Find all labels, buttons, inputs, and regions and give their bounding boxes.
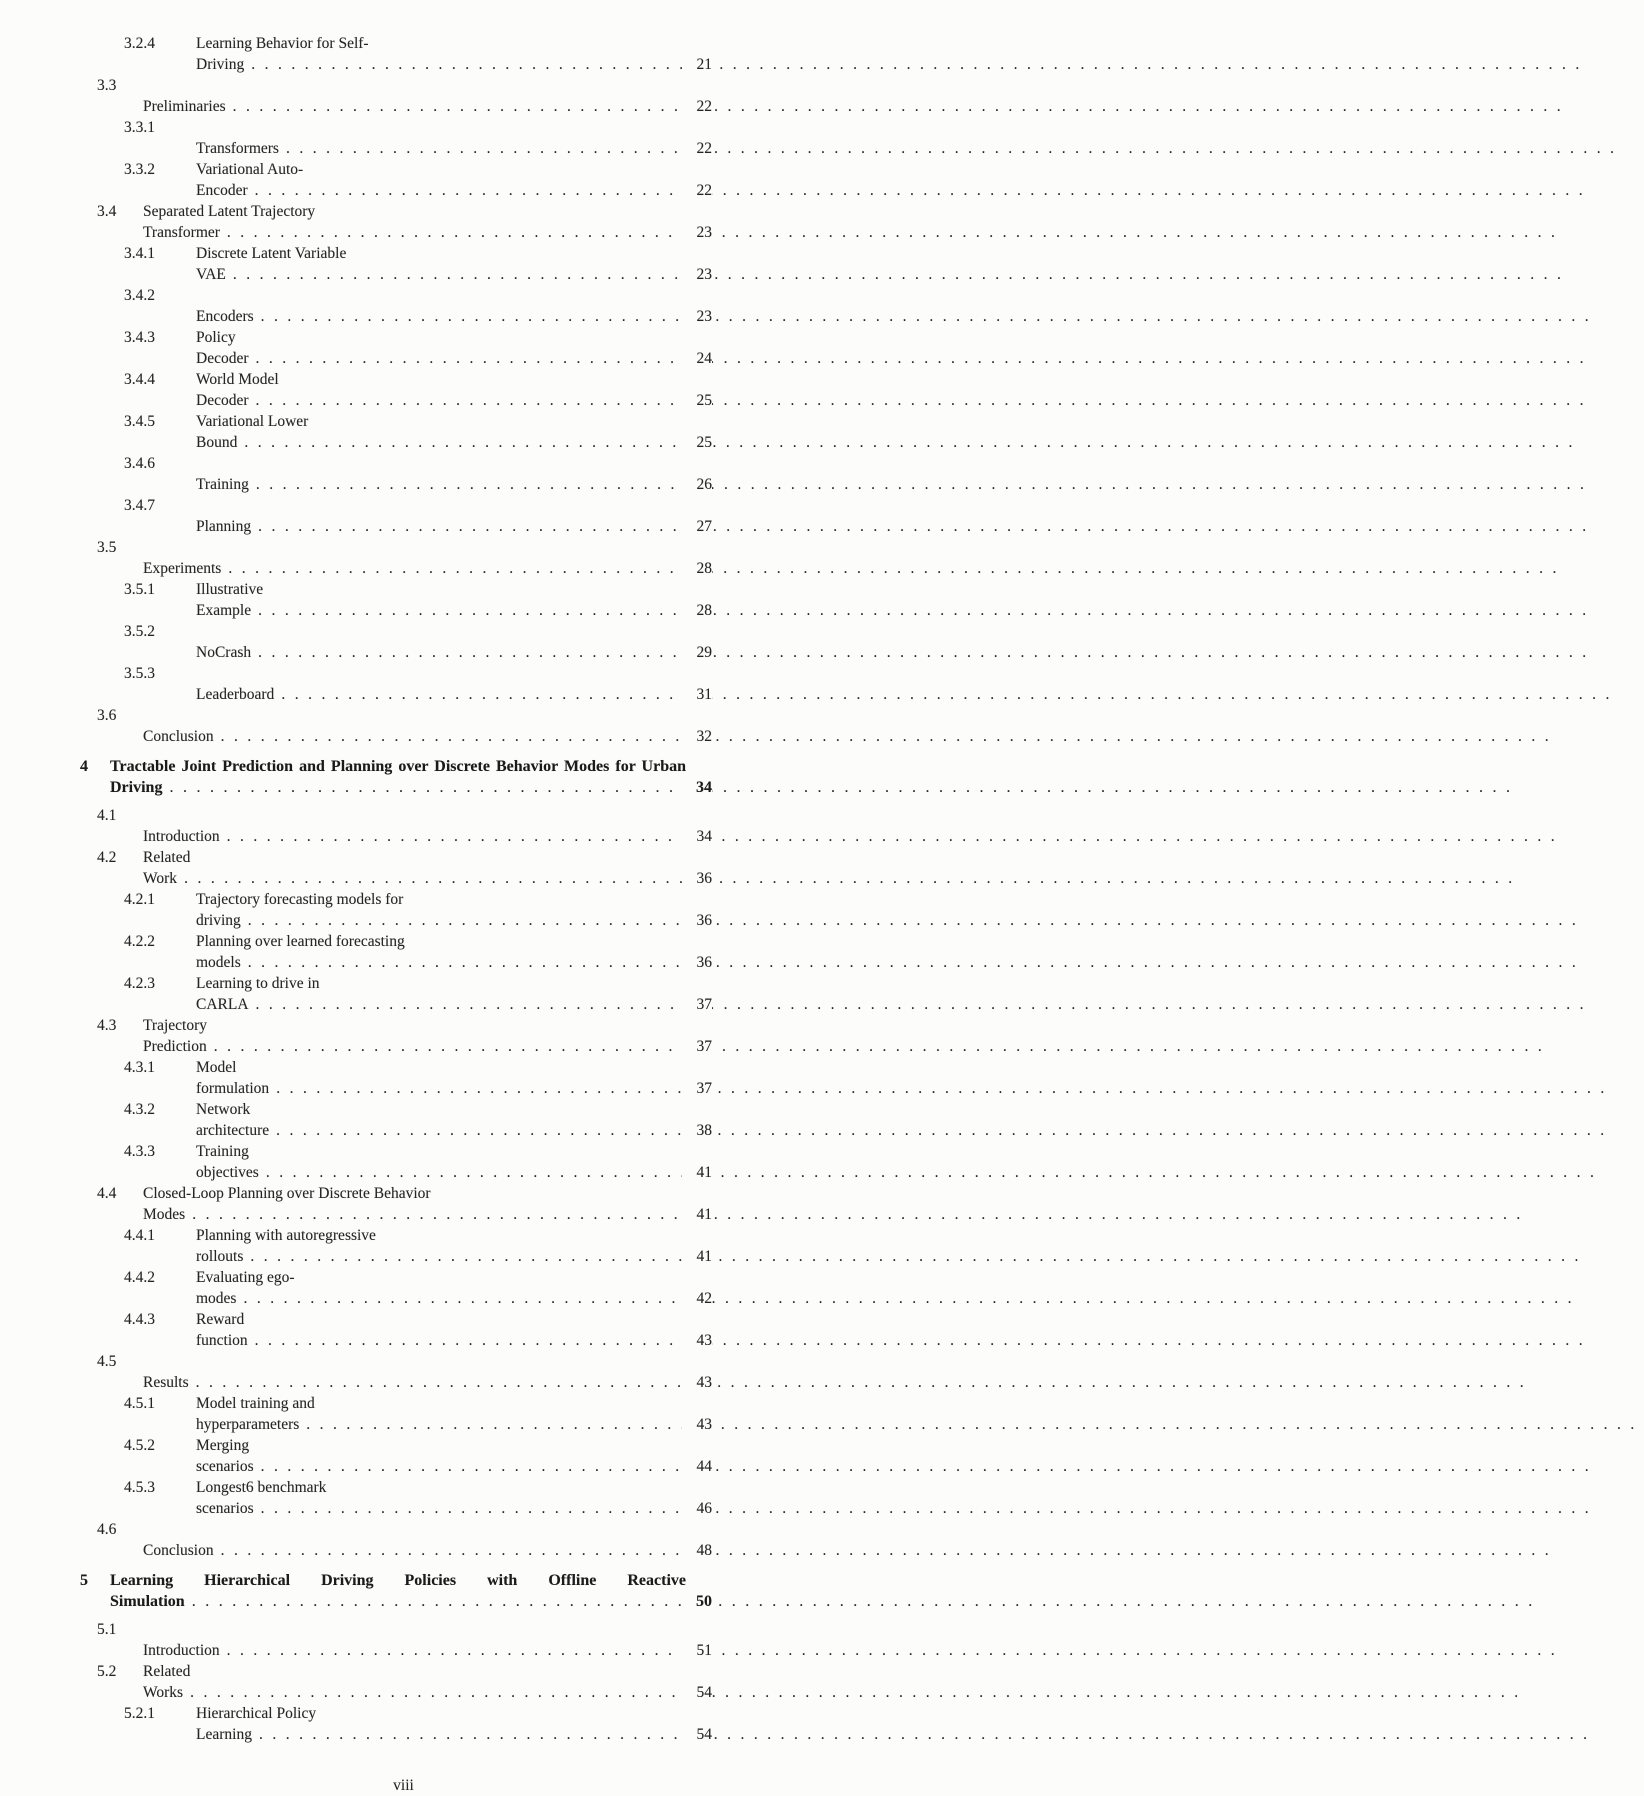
toc-entry-title: Planning xyxy=(196,518,252,535)
toc-entry-page: 28 xyxy=(682,600,712,621)
toc-entry-page: 36 xyxy=(682,868,712,889)
toc-entry-number: 5.2 xyxy=(97,1663,117,1680)
toc-entry-page: 26 xyxy=(682,474,712,495)
toc-entry-number: 4.6 xyxy=(97,1521,117,1538)
toc-entry-page: 43 xyxy=(682,1414,712,1435)
toc-entry xyxy=(95,663,712,705)
toc-entry-number: 4.4.3 xyxy=(124,1311,155,1328)
dot-leader xyxy=(254,308,1599,325)
toc-entry xyxy=(95,889,712,931)
dot-leader xyxy=(244,56,1589,73)
toc-entry-title: Planning with autoregressive rollouts xyxy=(196,1227,376,1265)
dot-leader xyxy=(241,954,1586,971)
toc-entry-number: 3.5.3 xyxy=(124,665,155,682)
toc-entry-number: 4.2.3 xyxy=(124,975,155,992)
toc-entry-title: Encoders xyxy=(196,308,254,325)
toc-entry-title: Planning over learned forecasting models xyxy=(196,933,405,971)
dot-leader xyxy=(251,602,1596,619)
dot-leader xyxy=(162,779,1519,796)
toc-entry xyxy=(95,847,712,889)
toc-entry-number: 4.3 xyxy=(97,1017,117,1034)
toc-entry-number: 3.3 xyxy=(97,77,117,94)
dot-leader xyxy=(226,266,1571,283)
toc-entry-title: Related Work xyxy=(143,849,191,887)
toc-entry-title: Experiments xyxy=(143,560,222,577)
toc-entry xyxy=(95,1435,712,1477)
toc-entry-page: 34 xyxy=(682,777,712,798)
toc-entry xyxy=(95,805,712,847)
toc-entry-number: 4.2.2 xyxy=(124,933,155,950)
toc-entry-page: 25 xyxy=(682,432,712,453)
toc-entry-number: 3.5.1 xyxy=(124,581,155,598)
toc-entry-page: 38 xyxy=(682,1120,712,1141)
toc-entry-title: Model training and hyperparameters xyxy=(196,1395,315,1433)
toc-entry-number: 3.4.6 xyxy=(124,455,155,472)
toc-entry-title: Conclusion xyxy=(143,1542,214,1559)
toc-entry-title: Illustrative Example xyxy=(196,581,264,619)
toc-entry-title: Introduction xyxy=(143,1642,220,1659)
toc-entry-title: Leaderboard xyxy=(196,686,275,703)
toc-entry xyxy=(95,579,712,621)
toc-entry-number: 3.4.1 xyxy=(124,245,155,262)
toc-entry-title: Training xyxy=(196,476,249,493)
dot-leader xyxy=(220,224,1565,241)
toc-entry-title: Variational Lower Bound xyxy=(196,413,309,451)
toc-entry-title: Introduction xyxy=(143,828,220,845)
page-footer xyxy=(95,1775,712,1796)
toc-entry-number: 3.3.1 xyxy=(124,119,155,136)
toc-entry-page: 44 xyxy=(682,1456,712,1477)
toc-entry-title: Evaluating ego-modes xyxy=(196,1269,295,1307)
toc-entry-page: 23 xyxy=(682,306,712,327)
toc-entry-title: Learning Behavior for Self-Driving xyxy=(196,35,369,73)
toc-entry-page: 43 xyxy=(682,1330,712,1351)
dot-leader xyxy=(214,728,1559,745)
toc-entry xyxy=(80,1570,712,1612)
toc-entry-page: 41 xyxy=(682,1162,712,1183)
toc-entry xyxy=(95,973,712,1015)
toc-entry-page: 37 xyxy=(682,994,712,1015)
toc-entry-page: 43 xyxy=(682,1372,712,1393)
dot-leader xyxy=(249,350,1594,367)
toc-entry xyxy=(95,1267,712,1309)
toc-entry-number: 5.1 xyxy=(97,1621,117,1638)
dot-leader xyxy=(251,644,1596,661)
toc-entry-number: 4.3.1 xyxy=(124,1059,155,1076)
toc-entry-title: Closed-Loop Planning over Discrete Behavior Modes xyxy=(143,1185,431,1223)
toc-entry-number: 4.5 xyxy=(97,1353,117,1370)
dot-leader xyxy=(279,140,1624,157)
dot-leader xyxy=(248,182,1593,199)
toc-entry-number: 3.4.4 xyxy=(124,371,155,388)
dot-leader xyxy=(248,1332,1593,1349)
toc-entry-number: 4.5.3 xyxy=(124,1479,155,1496)
toc-entry-title: Transformers xyxy=(196,140,279,157)
dot-leader xyxy=(221,560,1566,577)
dot-leader xyxy=(299,1416,1644,1433)
dot-leader xyxy=(207,1038,1552,1055)
toc-entry-page: 46 xyxy=(682,1498,712,1519)
toc-entry-number: 3.4 xyxy=(97,203,117,220)
toc-entry-page: 23 xyxy=(682,222,712,243)
dot-leader xyxy=(185,1593,1542,1610)
toc-entry xyxy=(95,453,712,495)
toc-entry xyxy=(95,159,712,201)
toc-entry-title: Related Works xyxy=(143,1663,191,1701)
toc-entry-page: 37 xyxy=(682,1036,712,1057)
toc-entry xyxy=(95,75,712,117)
toc-entry xyxy=(95,411,712,453)
toc-entry-title: Results xyxy=(143,1374,189,1391)
toc-entry xyxy=(95,117,712,159)
toc-entry xyxy=(95,33,712,75)
dot-leader xyxy=(237,434,1582,451)
toc-entry-page: 54 xyxy=(682,1724,712,1745)
toc-entry-title: Learning to drive in CARLA xyxy=(196,975,320,1013)
toc-entry xyxy=(95,495,712,537)
toc-entry-page: 31 xyxy=(682,684,712,705)
toc-entry xyxy=(95,369,712,411)
toc-entry xyxy=(95,621,712,663)
toc-entry-page: 22 xyxy=(682,180,712,201)
toc-entry-title: NoCrash xyxy=(196,644,252,661)
toc-entry-number: 3.4.3 xyxy=(124,329,155,346)
toc-entry-number: 5 xyxy=(80,1572,88,1589)
dot-leader xyxy=(269,1122,1614,1139)
dot-leader xyxy=(274,686,1619,703)
toc-entry-page: 41 xyxy=(682,1246,712,1267)
toc-entry-page: 22 xyxy=(682,138,712,159)
toc-entry xyxy=(95,201,712,243)
toc-entry-page: 22 xyxy=(682,96,712,117)
dot-leader xyxy=(177,870,1522,887)
toc-entry xyxy=(95,1519,712,1561)
toc-entry-title: Training objectives xyxy=(196,1143,259,1181)
toc-entry-number: 5.2.1 xyxy=(124,1705,155,1722)
toc-entry xyxy=(95,243,712,285)
toc-entry-title: World Model Decoder xyxy=(196,371,279,409)
dot-leader xyxy=(189,1374,1534,1391)
toc-entry-page: 24 xyxy=(682,348,712,369)
toc-entry xyxy=(95,1015,712,1057)
toc-entry xyxy=(95,1225,712,1267)
dot-leader xyxy=(249,392,1594,409)
toc-entry xyxy=(95,537,712,579)
dot-leader xyxy=(214,1542,1559,1559)
toc-entry xyxy=(95,1099,712,1141)
toc-entry-number: 4.5.2 xyxy=(124,1437,155,1454)
toc-entry-title: Trajectory forecasting models for driving xyxy=(196,891,404,929)
toc-entry-title: Policy Decoder xyxy=(196,329,249,367)
toc-entry-number: 3.4.2 xyxy=(124,287,155,304)
toc-entry-title: Hierarchical Policy Learning xyxy=(196,1705,317,1743)
dot-leader xyxy=(243,1248,1588,1265)
toc-entry xyxy=(95,1183,712,1225)
toc-entry-title: Learning Hierarchical Driving Policies with Offline Reactive Simulation xyxy=(110,1572,686,1610)
dot-leader xyxy=(220,828,1565,845)
dot-leader xyxy=(254,1458,1599,1475)
toc-entry xyxy=(95,1661,712,1703)
toc-entry-page: 29 xyxy=(682,642,712,663)
toc-entry-title: Conclusion xyxy=(143,728,214,745)
toc-entry xyxy=(95,1351,712,1393)
toc-entry-page: 28 xyxy=(682,558,712,579)
toc-entry-title: Reward function xyxy=(196,1311,248,1349)
toc-entry-title: Merging scenarios xyxy=(196,1437,254,1475)
toc-entry-page: 27 xyxy=(682,516,712,537)
toc-entry-number: 4 xyxy=(80,758,88,775)
toc-entry-page: 36 xyxy=(682,910,712,931)
toc-entry-title: Preliminaries xyxy=(143,98,226,115)
toc-entry-number: 4.3.2 xyxy=(124,1101,155,1118)
toc-entry xyxy=(95,1619,712,1661)
toc-entry-title: Separated Latent Trajectory Transformer xyxy=(143,203,316,241)
toc-entry-page: 54 xyxy=(682,1682,712,1703)
dot-leader xyxy=(251,518,1596,535)
toc-entry-number: 3.3.2 xyxy=(124,161,155,178)
toc-entry-number: 3.6 xyxy=(97,707,117,724)
table-of-contents xyxy=(80,33,712,1745)
toc-entry xyxy=(95,285,712,327)
toc-entry-number: 4.4 xyxy=(97,1185,117,1202)
toc-entry xyxy=(95,931,712,973)
toc-entry-title: Model formulation xyxy=(196,1059,270,1097)
toc-entry-page: 23 xyxy=(682,264,712,285)
dot-leader xyxy=(241,912,1586,929)
dot-leader xyxy=(183,1684,1528,1701)
toc-entry-number: 4.2 xyxy=(97,849,117,866)
toc-entry xyxy=(95,1393,712,1435)
toc-entry-number: 4.4.1 xyxy=(124,1227,155,1244)
toc-entry xyxy=(95,1703,712,1745)
dot-leader xyxy=(269,1080,1614,1097)
toc-entry-title: Tractable Joint Prediction and Planning over Discrete Behavior Modes for Urban Driving xyxy=(110,758,686,796)
footer-page-number: viii xyxy=(393,1777,414,1794)
toc-entry-page: 42 xyxy=(682,1288,712,1309)
toc-entry xyxy=(95,705,712,747)
toc-entry-title: Discrete Latent Variable VAE xyxy=(196,245,347,283)
dot-leader xyxy=(236,1290,1581,1307)
toc-entry-page: 51 xyxy=(682,1640,712,1661)
dot-leader xyxy=(259,1164,1604,1181)
toc-entry-page: 36 xyxy=(682,952,712,973)
toc-entry-number: 3.4.7 xyxy=(124,497,155,514)
dot-leader xyxy=(254,1500,1599,1517)
toc-entry-page: 50 xyxy=(682,1591,712,1612)
dot-leader xyxy=(220,1642,1565,1659)
toc-entry-page: 41 xyxy=(682,1204,712,1225)
toc-entry-page: 48 xyxy=(682,1540,712,1561)
toc-entry-number: 4.1 xyxy=(97,807,117,824)
dot-leader xyxy=(185,1206,1530,1223)
toc-entry-page: 37 xyxy=(682,1078,712,1099)
dot-leader xyxy=(249,996,1594,1013)
toc-entry-title: Trajectory Prediction xyxy=(143,1017,207,1055)
dot-leader xyxy=(252,1726,1597,1743)
toc-entry-number: 4.5.1 xyxy=(124,1395,155,1412)
toc-entry xyxy=(95,1477,712,1519)
dot-leader xyxy=(249,476,1594,493)
toc-entry xyxy=(95,1309,712,1351)
toc-entry-number: 3.2.4 xyxy=(124,35,155,52)
toc-entry-title: Variational Auto-Encoder xyxy=(196,161,304,199)
toc-entry xyxy=(95,327,712,369)
dot-leader xyxy=(226,98,1571,115)
toc-entry xyxy=(95,1141,712,1183)
toc-entry-number: 3.5 xyxy=(97,539,117,556)
toc-entry-number: 4.4.2 xyxy=(124,1269,155,1286)
toc-entry-title: Longest6 benchmark scenarios xyxy=(196,1479,327,1517)
toc-entry-page: 21 xyxy=(682,54,712,75)
toc-entry xyxy=(80,756,712,798)
toc-entry-page: 25 xyxy=(682,390,712,411)
toc-entry xyxy=(95,1057,712,1099)
toc-entry-title: Network architecture xyxy=(196,1101,270,1139)
toc-entry-number: 4.3.3 xyxy=(124,1143,155,1160)
toc-entry-number: 4.2.1 xyxy=(124,891,155,908)
toc-entry-page: 32 xyxy=(682,726,712,747)
toc-entry-number: 3.5.2 xyxy=(124,623,155,640)
toc-entry-page: 34 xyxy=(682,826,712,847)
toc-entry-number: 3.4.5 xyxy=(124,413,155,430)
